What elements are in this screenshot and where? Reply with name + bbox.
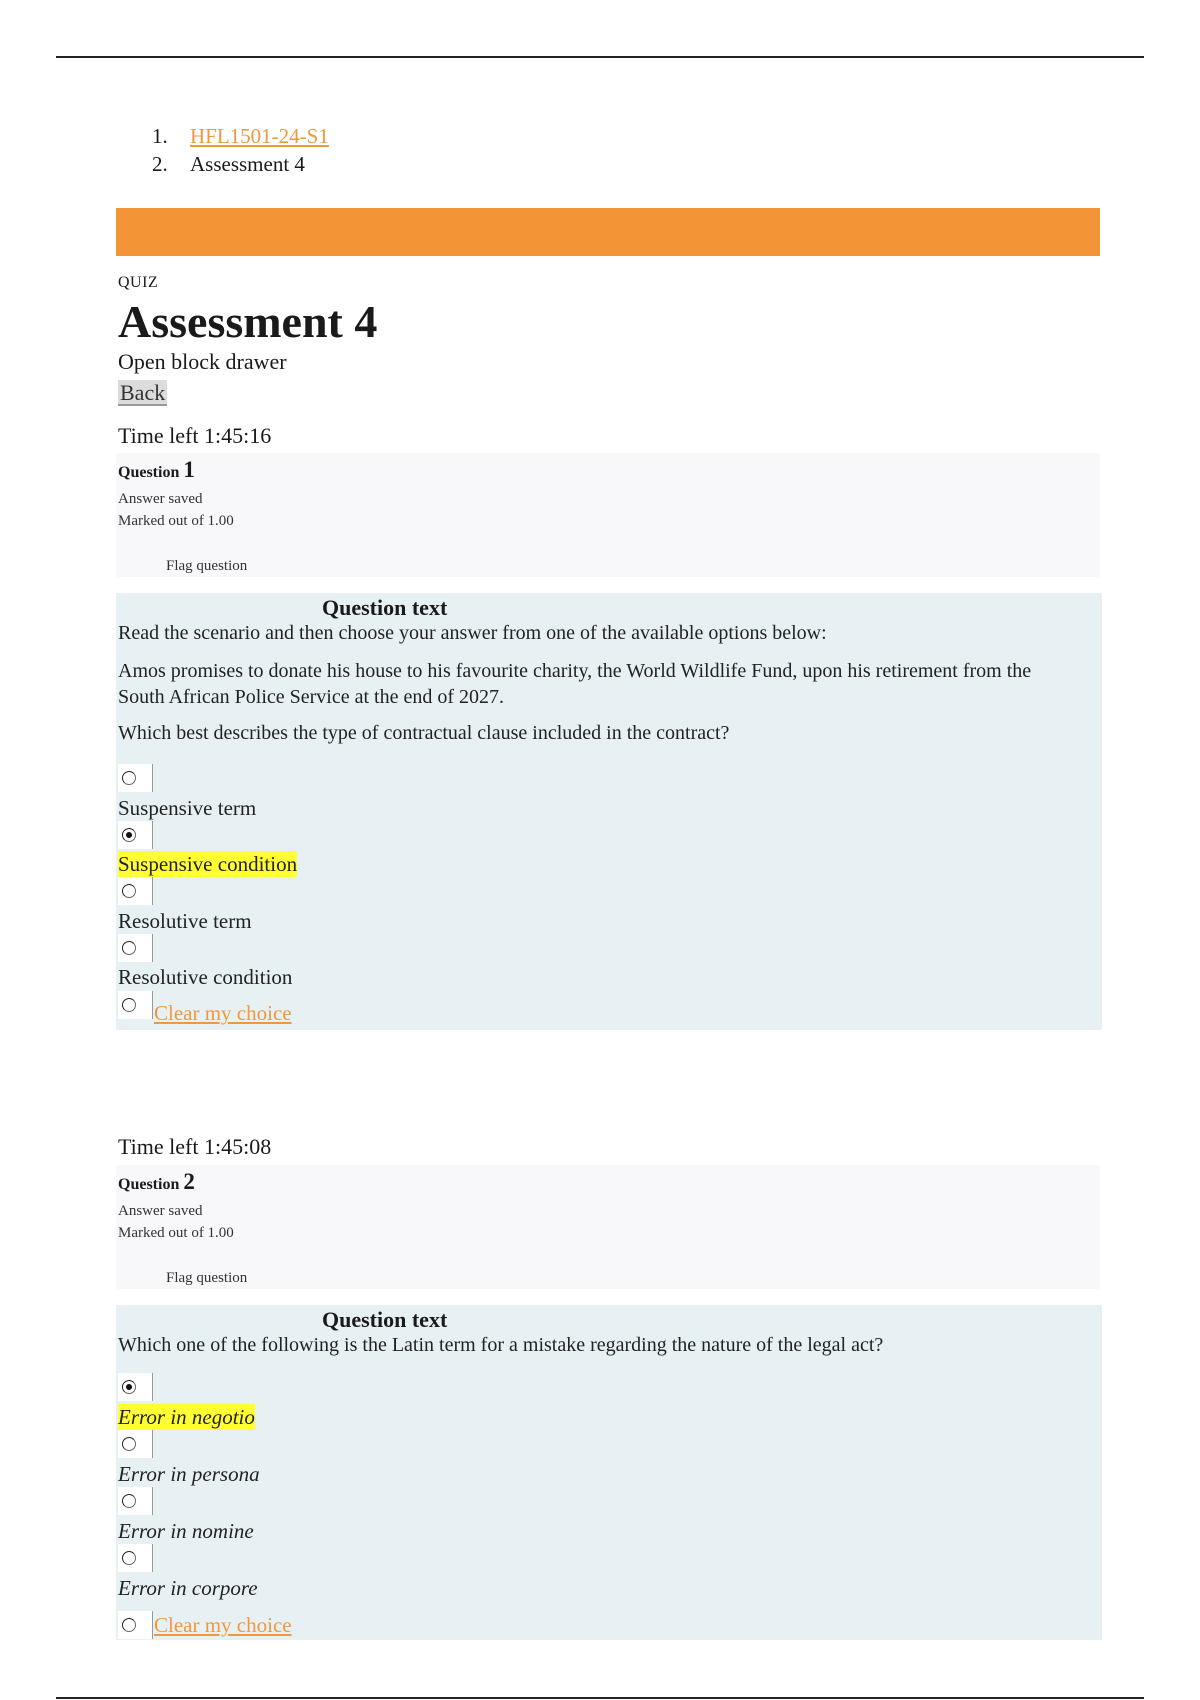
- header-banner: [116, 208, 1100, 256]
- breadcrumb-item: [152, 122, 329, 150]
- question-info: [116, 453, 1100, 577]
- option-label[interactable]: Suspensive term: [118, 796, 257, 820]
- breadcrumb-current: Assessment 4: [190, 152, 305, 176]
- open-block-drawer-link[interactable]: Open block drawer: [118, 349, 287, 374]
- question-number: [118, 457, 195, 483]
- question-text-heading: Question text: [322, 595, 448, 620]
- question-prompt: Which best describes the type of contractual clause included in the contract?: [118, 722, 730, 744]
- breadcrumb: [152, 122, 329, 178]
- option-radio[interactable]: [122, 1551, 136, 1565]
- question-instruction: Read the scenario and then choose your answer from one of the available options below:: [118, 622, 827, 644]
- answer-state: Answer saved: [118, 491, 203, 507]
- question-number-value: 1: [183, 457, 195, 482]
- option-label-selected[interactable]: Suspensive condition: [118, 852, 298, 876]
- breadcrumb-number: 1.: [152, 124, 168, 148]
- option-radio[interactable]: [122, 1437, 136, 1451]
- option-label[interactable]: Resolutive condition: [118, 965, 293, 989]
- clear-radio[interactable]: [122, 998, 136, 1012]
- option-label-selected[interactable]: Error in negotio: [118, 1405, 255, 1429]
- option-radio-cell: [118, 764, 153, 792]
- breadcrumb-item: [152, 150, 329, 178]
- question-text-heading: Question text: [322, 1307, 448, 1332]
- option-radio-cell: [118, 1544, 153, 1572]
- page-title: Assessment 4: [118, 296, 378, 347]
- answer-state: Answer saved: [118, 1203, 203, 1219]
- option-label[interactable]: Error in persona: [118, 1462, 260, 1486]
- flag-question-link[interactable]: Flag question: [166, 1270, 248, 1286]
- question-word: Question: [118, 464, 180, 481]
- time-left-timer: Time left 1:45:16: [118, 423, 272, 448]
- clear-radio[interactable]: [122, 1618, 136, 1632]
- option-radio[interactable]: [122, 771, 136, 785]
- question-mark: Marked out of 1.00: [118, 513, 234, 529]
- question-mark: Marked out of 1.00: [118, 1225, 234, 1241]
- option-label[interactable]: Resolutive term: [118, 909, 252, 933]
- question-scenario: Amos promises to donate his house to his favourite charity, the World Wildlife Fund, upon his retirement from the South African Police Service at the end of 2027.: [118, 660, 1032, 708]
- clear-my-choice-link[interactable]: Clear my choice: [154, 1613, 292, 1637]
- option-radio-selected[interactable]: [122, 1380, 136, 1394]
- option-radio-cell: [118, 877, 153, 905]
- option-radio[interactable]: [122, 1494, 136, 1508]
- question-prompt: Which one of the following is the Latin term for a mistake regarding the nature of the legal act?: [118, 1334, 884, 1356]
- back-button[interactable]: Back: [120, 380, 166, 405]
- clear-radio-cell: [118, 1611, 153, 1639]
- question-number: [118, 1169, 195, 1195]
- option-radio[interactable]: [122, 941, 136, 955]
- option-label[interactable]: Error in corpore: [118, 1576, 258, 1600]
- question-info: [116, 1165, 1100, 1289]
- question-word: Question: [118, 1176, 180, 1193]
- option-radio[interactable]: [122, 884, 136, 898]
- question-number-value: 2: [183, 1169, 195, 1194]
- option-radio-cell: [118, 821, 153, 849]
- activity-type-label: QUIZ: [118, 274, 159, 291]
- clear-my-choice-link[interactable]: Clear my choice: [154, 1001, 292, 1025]
- option-radio-cell: [118, 1373, 153, 1401]
- question-text-box: [116, 1305, 1102, 1640]
- option-label[interactable]: Error in nomine: [118, 1519, 254, 1543]
- clear-radio-cell: [118, 991, 153, 1019]
- question-text-box: [116, 593, 1102, 1030]
- flag-question-link[interactable]: Flag question: [166, 558, 248, 574]
- option-radio-cell: [118, 934, 153, 962]
- breadcrumb-number: 2.: [152, 152, 168, 176]
- option-radio-selected[interactable]: [122, 828, 136, 842]
- bottom-rule: [56, 1697, 1144, 1699]
- option-radio-cell: [118, 1430, 153, 1458]
- time-left-timer: Time left 1:45:08: [118, 1134, 272, 1159]
- breadcrumb-link-course[interactable]: HFL1501-24-S1: [190, 124, 329, 148]
- top-rule: [56, 56, 1144, 58]
- option-radio-cell: [118, 1487, 153, 1515]
